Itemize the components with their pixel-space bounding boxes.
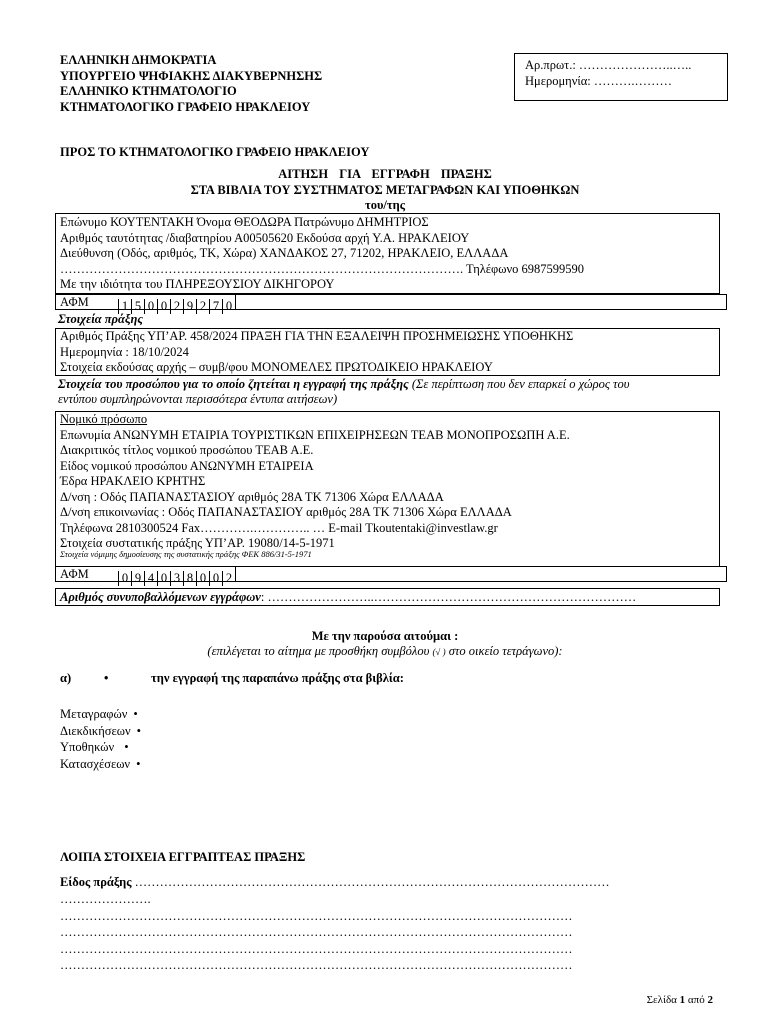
page-mid: από [685,994,708,1006]
person-founding-deed: Στοιχεία συστατικής πράξης ΥΠ’ΑΡ. 19080/14-5-1971 [60,536,335,550]
page-prefix: Σελίδα [646,994,680,1006]
person-heading-text: Στοιχεία του προσώπου για το οποίο ζητείται η εγγραφή της πράξης [58,377,409,391]
dots-line: …………………………………………………………………………………………………………… [60,925,573,939]
deed-authority: Στοιχεία εκδούσας αρχής – συμβ/φου ΜΟΝΟΜΕΛΕΣ ΠΡΩΤΟΔΙΚΕΙΟ ΗΡΑΚΛΕΙΟΥ [60,360,493,374]
person-kind: Είδος νομικού προσώπου ΑΝΩΝΥΜΗ ΕΤΑΙΡΕΙΑ [60,458,314,473]
dots-line: …………………………………………………………………………………………………………… [60,909,573,923]
protocol-box [514,53,728,101]
book-label: Μεταγραφών [60,707,128,721]
deed-type-dots: …………………………………………………………………………………………………… [131,875,610,889]
book-item-seizures[interactable] [60,756,141,773]
afm-digit: 7 [209,299,222,314]
book-label: Υποθηκών [60,740,115,754]
book-label: Διεκδικήσεων [60,723,131,738]
applicant-name: Επώνυμο ΚΟΥΤΕΝΤΑΚΗ Όνομα ΘΕΟΔΩΡΑ Πατρώνυμο ΔΗΜΗΤΡΙΟΣ [60,215,429,229]
book-item-mortgages[interactable] [60,739,141,756]
afm-digits [118,567,236,585]
title-line-1: ΑΙΤΗΣΗ ΓΙΑ ΕΓΓΡΑΦΗ ΠΡΑΞΗΣ [278,167,492,181]
afm-label: ΑΦΜ [60,295,89,309]
afm-digit: 0 [196,571,209,586]
person-address: Δ/νση : Οδός ΠΑΠΑΝΑΣΤΑΣΙΟΥ αριθμός 28Α ΤΚ 71306 Χώρα ΕΛΛΑΔΑ [60,489,444,504]
person-box [55,411,720,567]
title-line-3: του/της [364,198,406,212]
book-item-claims[interactable] [60,723,141,740]
deed-box [55,328,720,376]
afm-digit: 2 [170,299,183,314]
person-afm-row [55,566,727,585]
afm-digit: 5 [131,299,144,314]
protocol-date: Ημερομηνία: ……….……… [525,73,672,88]
request-note-a: (επιλέγεται το αίτημα με προσθήκη συμβόλου [207,644,430,658]
afm-digit: 9 [183,299,196,314]
books-list [60,706,141,772]
request-heading: Με την παρούσα αιτούμαι : [311,629,459,643]
header-line: ΕΛΛΗΝΙΚΗ ΔΗΜΟΚΡΑΤΙΑ [60,53,217,67]
request-item-text: την εγγραφή της παραπάνω πράξης στα βιβλία: [151,671,404,685]
person-publication: Στοιχεία νόμιμης δημοσίευσης της συστατικής πράξης ΦΕΚ 886/31-5-1971 [60,549,312,559]
applicant-capacity: Με την ιδιότητα του ΠΛΗΡΕΞΟΥΣΙΟΥ ΔΙΚΗΓΟΡΟΥ [60,277,335,291]
header-line: ΚΤΗΜΑΤΟΛΟΓΙΚΟ ΓΡΑΦΕΙΟ ΗΡΑΚΛΕΙΟΥ [60,99,311,114]
afm-digit: 8 [183,571,196,586]
request-note [40,644,730,661]
dots-line: …………………………………………………………………………………………………………… [60,942,573,956]
applicant-afm-row [55,294,727,313]
afm-digit: 4 [144,571,157,586]
applicant-address: Διεύθυνση (Οδός, αριθμός, ΤΚ, Χώρα) ΧΑΝΔΑΚΟΣ 27, 71202, ΗΡΑΚΛΕΙΟ, ΕΛΛΑΔΑ [60,246,509,260]
page-number [647,993,713,1009]
person-type: Νομικό πρόσωπο [60,412,148,426]
afm-digit: 0 [144,299,157,314]
page-total: 2 [707,994,713,1006]
deed-heading: Στοιχεία πράξης [58,312,143,326]
afm-digit: 0 [222,299,235,314]
afm-digit: 9 [131,571,144,586]
deed-type-row [60,875,710,891]
afm-digits [118,295,236,313]
request-item-bullet: • [104,671,109,685]
afm-digit: 3 [170,571,183,586]
person-heading-note: (Σε περίπτωση που δεν επαρκεί ο χώρος του [411,377,630,391]
checkbox-bullet: • [133,707,138,721]
request-item-letter: α) [60,671,72,685]
dots-line: …………………………………………………………………………………………………………… [60,958,573,972]
afm-digit: 0 [157,299,170,314]
attachments-dots: : ……………………..……………………………………………………… [260,590,637,604]
request-note-b: στο οικείο τετράγωνο): [448,644,563,658]
book-item-transfers[interactable] [60,706,141,723]
afm-digit: 1 [118,299,131,314]
protocol-number: Αρ.πρωτ.: …………………..….. [525,58,692,72]
afm-end [235,567,236,582]
form-title [40,167,730,214]
applicant-id: Αριθμός ταυτότητας /διαβατηρίου Α00505620 Εκδούσα αρχή Υ.Α. ΗΡΑΚΛΕΙΟΥ [60,230,470,245]
header-block [60,53,322,115]
deed-number: Αριθμός Πράξης ΥΠ’ΑΡ. 458/2024 ΠΡΑΞΗ ΓΙΑ ΤΗΝ ΕΞΑΛΕΙΨΗ ΠΡΟΣΗΜΕΙΩΣΗΣ ΥΠΟΘΗΚΗΣ [60,329,574,343]
person-seat: Έδρα ΗΡΑΚΛΕΙΟ ΚΡΗΤΗΣ [60,474,206,488]
person-heading [58,377,629,393]
afm-digit: 0 [157,571,170,586]
title-line-2: ΣΤΑ ΒΙΒΛΙΑ ΤΟΥ ΣΥΣΤΗΜΑΤΟΣ ΜΕΤΑΓΡΑΦΩΝ ΚΑΙ ΥΠΟΘΗΚΩΝ [190,182,580,197]
page-current: 1 [679,994,686,1006]
deed-date: Ημερομηνία : 18/10/2024 [60,344,189,359]
header-line: ΕΛΛΗΝΙΚΟ ΚΤΗΜΑΤΟΛΟΓΙΟ [60,84,237,98]
person-name: Επωνυμία ΑΝΩΝΥΜΗ ΕΤΑΙΡΙΑ ΤΟΥΡΙΣΤΙΚΩΝ ΕΠΙΧΕΙΡΗΣΕΩΝ ΤΕΑΒ ΜΟΝΟΠΡΟΣΩΠΗ Α.Ε. [60,427,570,442]
afm-label: ΑΦΜ [60,567,89,581]
afm-end [235,295,236,310]
deed-type-label: Είδος πράξης [60,875,132,889]
request-note-symbol: (√ ) [432,647,446,657]
dots-short: …………………. [60,892,151,906]
recipient: ΠΡΟΣ ΤΟ ΚΤΗΜΑΤΟΛΟΓΙΚΟ ΓΡΑΦΕΙΟ ΗΡΑΚΛΕΙΟΥ [60,145,370,159]
checkbox-bullet: • [136,756,141,771]
afm-digit: 2 [196,299,209,314]
book-label: Κατασχέσεων [60,756,131,771]
person-phone: Τηλέφωνα 2810300524 Fax………….………….. … E-mail Tkoutentaki@investlaw.gr [60,520,498,535]
person-contact-address: Δ/νση επικοινωνίας : Οδός ΠΑΠΑΝΑΣΤΑΣΙΟΥ αριθμός 28Α ΤΚ 71306 Χώρα ΕΛΛΑΔΑ [60,505,512,519]
afm-digit: 0 [118,571,131,586]
checkbox-bullet: • [124,740,129,754]
applicant-box [55,213,720,294]
applicant-phone: ……………………………………………………………………………………. Τηλέφωνο 6987599590 [60,261,585,276]
person-heading-note-2: εντύπου συμπληρώνονται περισσότερα έντυπα αιτήσεων) [58,392,338,406]
other-heading: ΛΟΙΠΑ ΣΤΟΙΧΕΙΑ ΕΓΓΡΑΠΤΕΑΣ ΠΡΑΞΗΣ [60,850,306,864]
header-line: ΥΠΟΥΡΓΕΙΟ ΨΗΦΙΑΚΗΣ ΔΙΑΚΥΒΕΡΝΗΣΗΣ [60,68,323,83]
attachments-box [55,588,720,606]
afm-digit: 2 [222,571,235,586]
person-title: Διακριτικός τίτλος νομικού προσώπου ΤΕΑΒ Α.Ε. [60,443,314,457]
attachments-label: Αριθμός συνυποβαλλόμενων εγγράφων [60,590,261,604]
checkbox-bullet: • [136,723,142,738]
afm-digit: 0 [209,571,222,586]
